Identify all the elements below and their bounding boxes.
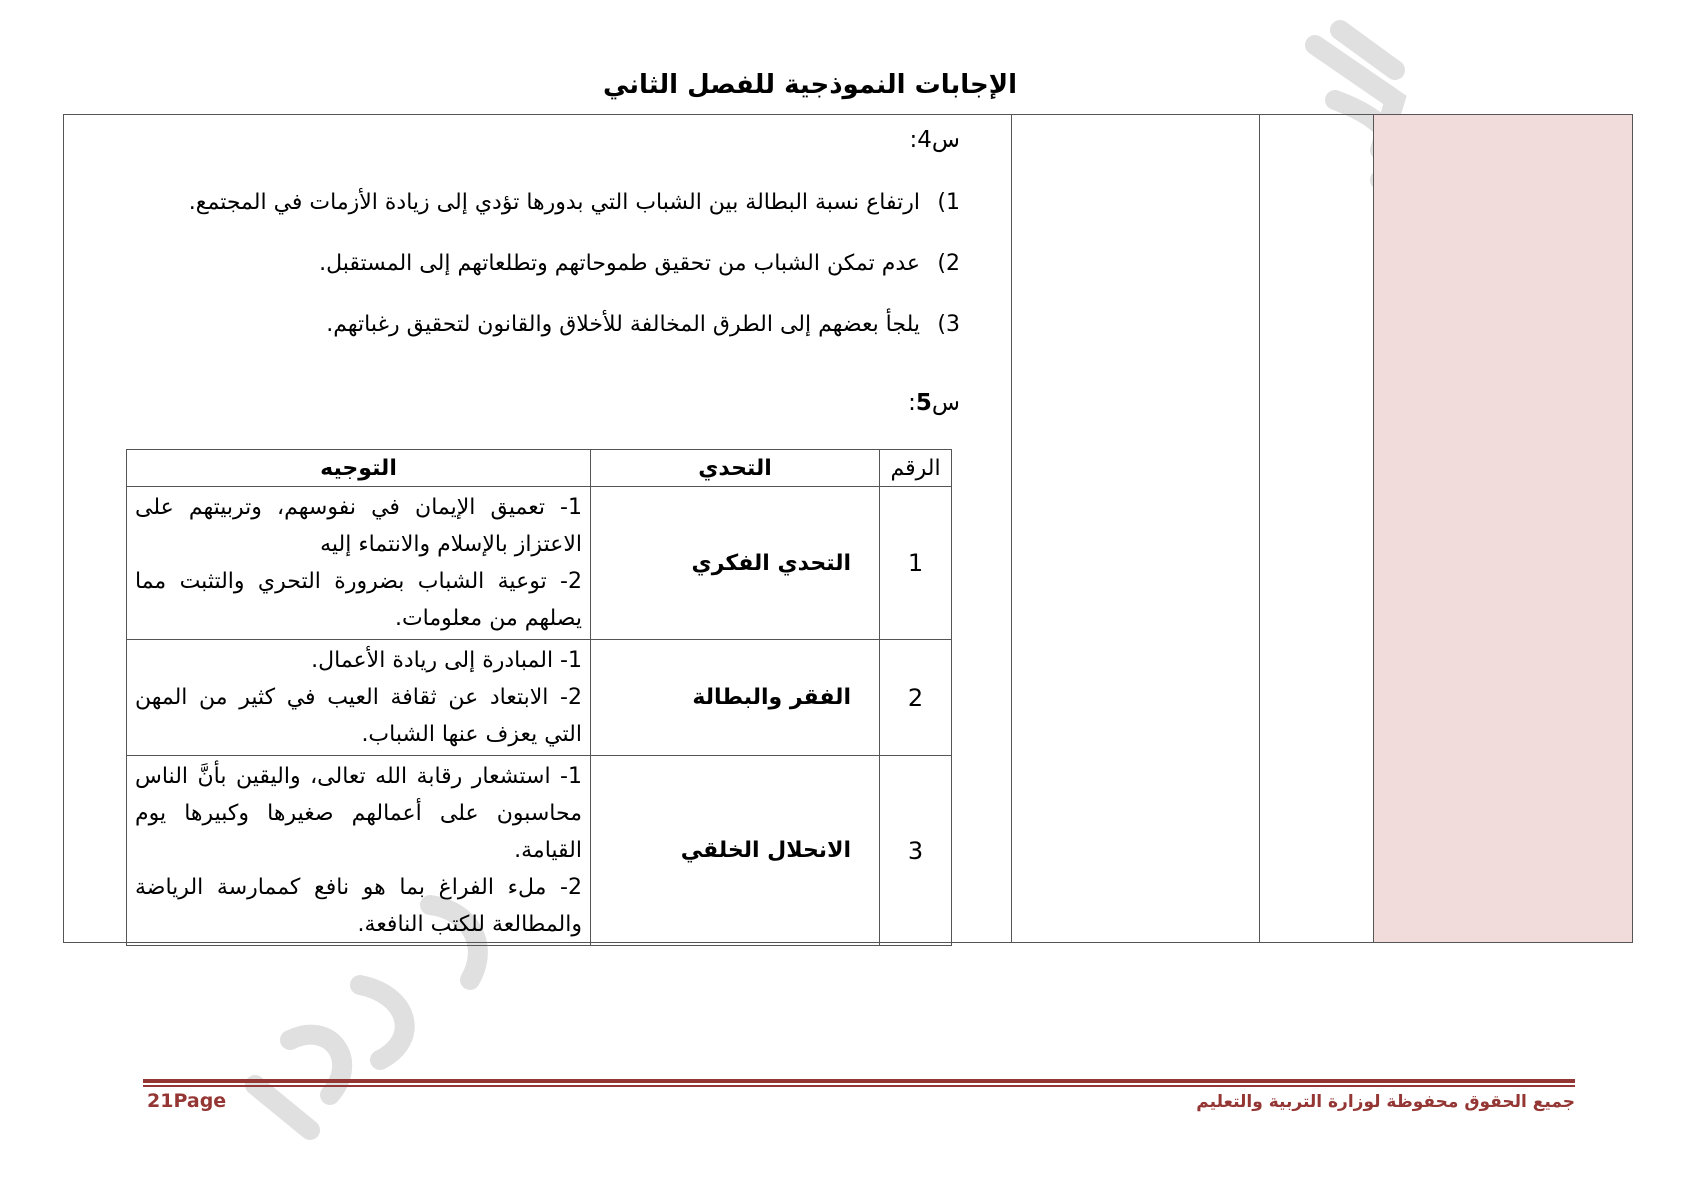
column-divider	[1373, 115, 1374, 942]
list-item: 1)ارتفاع نسبة البطالة بين الشباب التي بدورها تؤدي إلى زيادة الأزمات في المجتمع.	[188, 190, 960, 215]
challenges-table	[126, 449, 952, 946]
shaded-column	[1373, 115, 1632, 942]
row-guidance: 1- استشعار رقابة الله تعالى، واليقين بأنَّ الناس محاسبون على أعمالهم صغيرها وكبيرها يوم القيامة. 2- ملء الفراغ بما هو نافع كممارسة الرياضة والمطالعة للكتب النافعة.	[127, 756, 591, 946]
question-4-label: س4:	[909, 127, 960, 153]
footer-rule	[143, 1079, 1575, 1083]
row-guidance: 1- المبادرة إلى ريادة الأعمال. 2- الابتعاد عن ثقافة العيب في كثير من المهن التي يعزف عنها الشباب.	[127, 640, 591, 756]
row-number: 2	[880, 640, 952, 756]
row-number: 1	[880, 487, 952, 640]
header-guidance: التوجيه	[127, 450, 591, 487]
row-challenge: التحدي الفكري	[591, 487, 880, 640]
column-divider	[1011, 115, 1012, 942]
table-row	[127, 487, 952, 640]
row-guidance: 1- تعميق الإيمان في نفوسهم، وتربيتهم على الاعتزاز بالإسلام والانتماء إليه 2- توعية الشباب بضرورة التحري والتثبت مما يصلهم من معلومات.	[127, 487, 591, 640]
question-4-answers	[130, 190, 960, 373]
page-number: 21Page	[147, 1090, 227, 1112]
footer-rights: جميع الحقوق محفوظة لوزارة التربية والتعليم	[1196, 1092, 1575, 1112]
header-number: الرقم	[880, 450, 952, 487]
row-challenge: الانحلال الخلقي	[591, 756, 880, 946]
answer-frame	[63, 114, 1633, 943]
table-header-row	[127, 450, 952, 487]
page-title: الإجابات النموذجية للفصل الثاني	[602, 70, 1018, 100]
table-row	[127, 756, 952, 946]
list-item: 3)يلجأ بعضهم إلى الطرق المخالفة للأخلاق والقانون لتحقيق رغباتهم.	[326, 312, 960, 337]
list-item: 2)عدم تمكن الشباب من تحقيق طموحاتهم وتطلعاتهم إلى المستقبل.	[319, 251, 960, 276]
table-row	[127, 640, 952, 756]
question-5-label: س5:	[908, 390, 960, 416]
column-divider	[1259, 115, 1260, 942]
header-challenge: التحدي	[591, 450, 880, 487]
row-challenge: الفقر والبطالة	[591, 640, 880, 756]
row-number: 3	[880, 756, 952, 946]
footer-rule	[143, 1085, 1575, 1087]
